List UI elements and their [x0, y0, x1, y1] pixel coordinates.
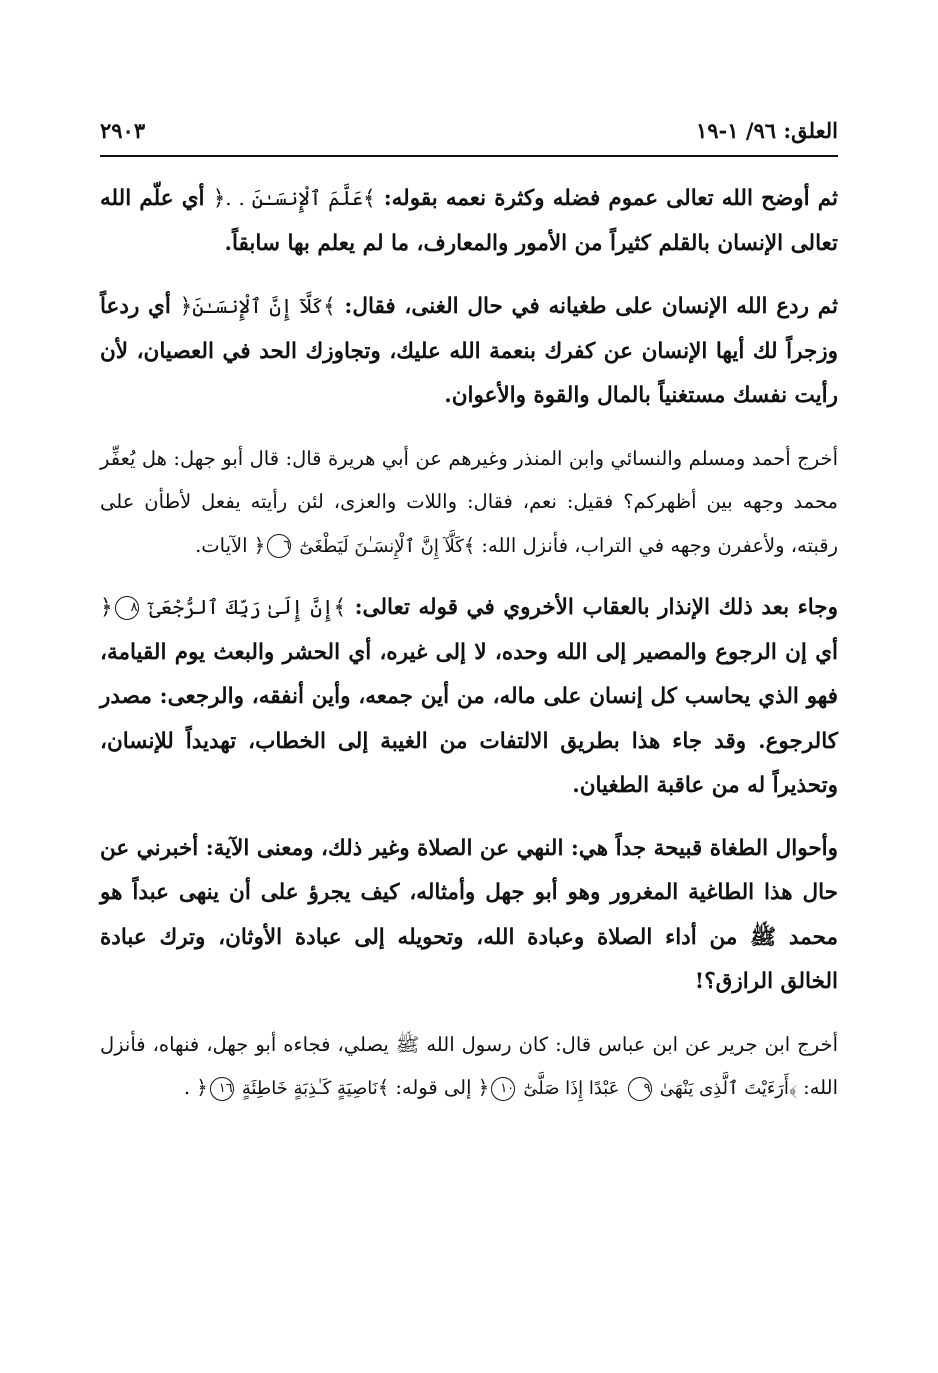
brace-open: ﴿: [477, 1076, 490, 1099]
quran-verse: أَرَءَيْتَ ٱلَّذِى يَنْهَىٰ: [659, 1078, 789, 1099]
brace-open: ﴿: [253, 533, 266, 557]
brace-open: ﴿: [100, 595, 113, 620]
brace-close: ﴾: [362, 186, 376, 211]
ayah-number-marker: ٦: [267, 534, 291, 558]
brace-open: ﴿: [212, 186, 226, 211]
brace-close: ﴾: [323, 294, 336, 319]
brace-open: ﴿: [179, 294, 193, 319]
paragraph-rebuke: ثم ردع الله الإنسان على طغيانه في حال الغنى، فقال: ﴾كَلَّآ إِنَّ ٱلْإِنسَـٰنَ﴿ أي ردعاً وزجراً لك أيها الإنسان عن كفرك بنعمة الله عليك، وتجاوزك الحد في العصيان، لأن رأيت نفسك مستغنياً بالمال والقوة والأعوان.: [100, 294, 838, 408]
ayah-number-marker: ٨: [115, 596, 139, 620]
page-number: ٢٩٠٣: [100, 118, 146, 143]
paragraph-return: وجاء بعد ذلك الإنذار بالعقاب الأخروي في قوله تعالى: ﴾إِنَّ إِلَىٰ رَبِّكَ ٱلرُّجْعَىٰٓ ٨﴿ أي إن الرجوع والمصير إلى الله وحده، لا إلى غيره، أي الحشر والبعث يوم القيامة، فهو الذي يحاسب كل إنسان على ماله، من أين جمعه، وأين أنفقه، والرجعى: مصدر كالرجوع. وقد جاء هذا بطريق الالتفات من الغيبة إلى الخطاب، تهديداً للإنسان، وتحذيراً له من عاقبة الطغيان.: [100, 595, 838, 798]
paragraph-tyrants: وأحوال الطغاة قبيحة جداً هي: النهي عن الصلاة وغير ذلك، ومعنى الآية: أخبرني عن حال هذا الطاغية المغرور وهو أبو جهل وأمثاله، كيف يجرؤ على أن ينهى عبداً هو محمد ﷺ من أداء الصلاة وعبادة الله، وتحويله إلى عبادة الأوثان، وترك عبادة الخالق الرازق؟!: [100, 835, 838, 994]
paragraph-hadith-ibn-abbas: أخرج ابن جرير عن ابن عباس قال: كان رسول الله ﷺ يصلي، فجاءه أبو جهل، فنهاه، فأنزل الله: ﴾أَرَءَيْتَ ٱلَّذِى يَنْهَىٰ ٩ عَبْدًا إِذَا صَلَّىٰٓ ١٠﴿ إلى قوله: ﴾نَاصِيَةٍ كَـٰذِبَةٍ خَاطِئَةٍ ١٦﴿ .: [100, 1032, 838, 1099]
page-header: [100, 118, 838, 157]
brace-close: ﴾: [333, 595, 347, 620]
brace-close: ﴾: [788, 1076, 797, 1099]
book-page: [100, 118, 838, 1111]
quran-verse: عَلَّمَ ٱلْإِنسَـٰنَ . .: [225, 187, 363, 210]
ayah-number-marker: ١٦: [210, 1077, 234, 1101]
brace-close: ﴾: [377, 1076, 390, 1099]
paragraph-hadith-abu-hurairah: أخرج أحمد ومسلم والنسائي وابن المنذر وغيرهم عن أبي هريرة قال: قال أبو جهل: هل يُعفِّر محمد وجهه بين أظهركم؟ فقيل: نعم، فقال: واللات والعزى، لئن رأيته يفعل لأطأن على رقبته، ولأعفرن وجهه في التراب، فأنزل الله: ﴾كَلَّآ إِنَّ ٱلْإِنسَـٰنَ لَيَطْغَىٰٓ ٦﴿ الآيات.: [100, 446, 838, 557]
ayah-number-marker: ٩: [628, 1077, 652, 1101]
surah-reference: العلق: ٩٦/ ١-١٩: [695, 118, 838, 143]
quran-verse: إِنَّ إِلَىٰ رَبِّكَ ٱلرُّجْعَىٰٓ: [149, 596, 334, 619]
brace-open: ﴿: [196, 1076, 208, 1099]
brace-close: ﴾: [463, 533, 476, 557]
quran-verse: عَبْدًا إِذَا صَلَّىٰٓ: [523, 1078, 620, 1099]
quran-verse: نَاصِيَةٍ كَـٰذِبَةٍ خَاطِئَةٍ: [241, 1078, 378, 1099]
ayah-number-marker: ١٠: [491, 1077, 515, 1101]
quran-verse: كَلَّآ إِنَّ ٱلْإِنسَـٰنَ: [192, 295, 324, 318]
paragraph-knowledge: ثم أوضح الله تعالى عموم فضله وكثرة نعمه بقوله: ﴾عَلَّمَ ٱلْإِنسَـٰنَ . .﴿ أي علّم الله تعالى الإنسان بالقلم كثيراً من الأمور والمعارف، ما لم يعلم بها سابقاً.: [100, 186, 839, 256]
quran-verse: كَلَّآ إِنَّ ٱلْإِنسَـٰنَ لَيَطْغَىٰٓ: [299, 535, 464, 557]
